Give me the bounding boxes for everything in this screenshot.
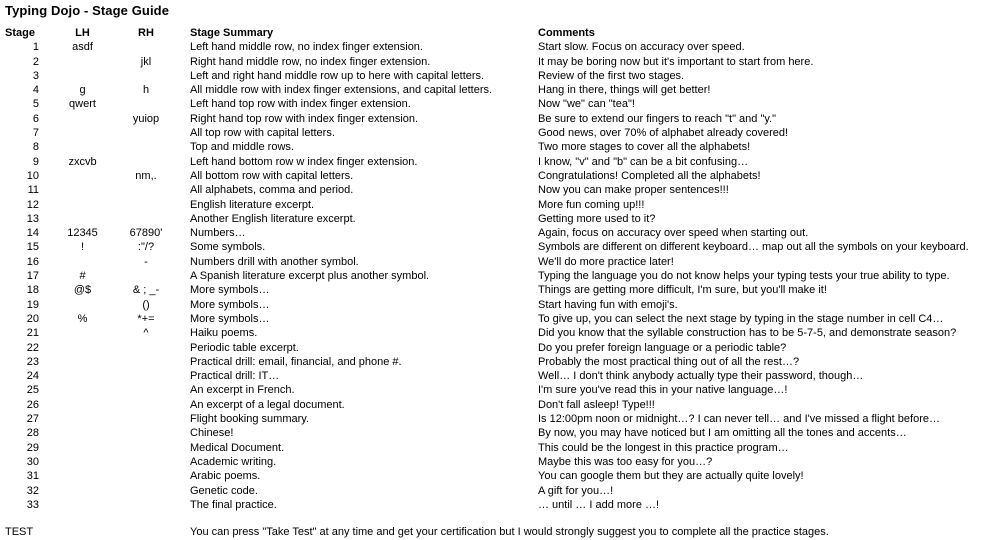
lh-cell: zxcvb <box>68 155 97 168</box>
stage-cell: 3 <box>32 69 39 82</box>
stage-cell: 14 <box>26 227 39 240</box>
comments-cell: Now you can make proper sentences!!! <box>538 184 729 197</box>
stage-cell: 17 <box>26 270 39 283</box>
test-row-label: TEST <box>5 526 34 539</box>
table-row <box>5 255 1000 269</box>
comments-cell: Maybe this was too easy for you…? <box>538 455 713 468</box>
stage-cell: 33 <box>26 498 39 511</box>
table-row <box>5 155 1000 169</box>
comments-cell: This could be the longest in this practice program… <box>538 441 789 454</box>
summary-cell: Left hand middle row, no index finger extension. <box>190 41 423 54</box>
comments-cell: We'll do more practice later! <box>538 255 674 268</box>
table-row <box>5 298 1000 312</box>
table-row <box>5 283 1000 297</box>
rh-cell: 67890' <box>129 227 163 240</box>
table-row <box>5 426 1000 440</box>
table-row <box>5 183 1000 197</box>
table-row <box>5 369 1000 383</box>
comments-cell: Typing the language you do not know helps your typing tests your true ability to type. <box>538 270 950 283</box>
comments-cell: Do you prefer foreign language or a periodic table? <box>538 341 787 354</box>
summary-cell: Genetic code. <box>190 484 258 497</box>
rh-cell: - <box>144 255 148 268</box>
comments-cell: Did you know that the syllable construction has to be 5-7-5, and demonstrate season? <box>538 327 957 340</box>
table-row <box>5 455 1000 469</box>
table-body <box>5 40 1000 512</box>
stage-cell: 11 <box>27 184 39 197</box>
summary-cell: Practical drill: IT… <box>190 370 280 383</box>
summary-cell: Some symbols. <box>190 241 266 254</box>
lh-cell: g <box>79 84 86 97</box>
comments-cell: Now "we" can "tea"! <box>538 98 635 111</box>
table-row <box>5 198 1000 212</box>
test-row-comment: You can press "Take Test" at any time and get your certification but I would strongly suggest you to complete all the practice stages. <box>190 526 829 539</box>
comments-cell: To give up, you can select the next stage by typing in the stage number in cell C4… <box>538 312 944 325</box>
table-row <box>5 97 1000 111</box>
table-row <box>5 212 1000 226</box>
stage-cell: 19 <box>26 298 39 311</box>
summary-cell: More symbols… <box>190 298 270 311</box>
comments-cell: Review of the first two stages. <box>538 69 685 82</box>
table-row <box>5 498 1000 512</box>
stage-cell: 15 <box>26 241 39 254</box>
summary-cell: All middle row with index finger extensions, and capital letters. <box>190 84 493 97</box>
rh-cell: jkl <box>140 55 152 68</box>
table-row <box>5 269 1000 283</box>
column-header-stage: Stage <box>5 27 35 39</box>
summary-cell: Left hand top row with index finger extension. <box>190 98 411 111</box>
table-row <box>5 398 1000 412</box>
rh-cell: *+= <box>137 312 155 325</box>
summary-cell: Periodic table excerpt. <box>190 341 299 354</box>
table-row <box>5 355 1000 369</box>
lh-cell: qwert <box>69 98 96 111</box>
stage-cell: 4 <box>32 84 39 97</box>
summary-cell: Haiku poems. <box>190 327 258 340</box>
summary-cell: A Spanish literature excerpt plus another symbol. <box>190 270 430 283</box>
table-header-row <box>5 26 1000 40</box>
stage-cell: 20 <box>26 312 39 325</box>
stage-cell: 29 <box>26 441 39 454</box>
summary-cell: Flight booking summary. <box>190 413 310 426</box>
stage-cell: 1 <box>32 41 39 54</box>
lh-cell: 12345 <box>67 227 98 240</box>
table-row <box>5 469 1000 483</box>
comments-cell: I know, "v" and "b" can be a bit confusing… <box>538 155 749 168</box>
summary-cell: Left hand bottom row w index finger extension. <box>190 155 418 168</box>
comments-cell: Be sure to extend our fingers to reach "t" and "y." <box>538 112 776 125</box>
stage-cell: 12 <box>26 198 39 211</box>
stage-cell: 27 <box>26 413 39 426</box>
comments-cell: Hang in there, things will get better! <box>538 84 711 97</box>
comments-cell: Symbols are different on different keyboard… map out all the symbols on your keyboard. <box>538 241 969 254</box>
rh-cell: h <box>142 84 150 97</box>
summary-cell: Another English literature excerpt. <box>190 212 356 225</box>
stage-cell: 18 <box>26 284 39 297</box>
summary-cell: Numbers… <box>190 227 246 240</box>
comments-cell: Again, focus on accuracy over speed when starting out. <box>538 227 809 240</box>
comments-cell: A gift for you…! <box>538 484 614 497</box>
comments-cell: Don't fall asleep! Type!!! <box>538 398 655 411</box>
table-row <box>5 83 1000 97</box>
table-row <box>5 484 1000 498</box>
summary-cell: Arabic poems. <box>190 470 261 483</box>
summary-cell: More symbols… <box>190 312 270 325</box>
column-header-rh: RH <box>138 27 154 39</box>
summary-cell: More symbols… <box>190 284 270 297</box>
summary-cell: Right hand middle row, no index finger extension. <box>190 55 431 68</box>
summary-cell: Numbers drill with another symbol. <box>190 255 359 268</box>
summary-cell: Practical drill: email, financial, and phone #. <box>190 355 402 368</box>
summary-cell: Medical Document. <box>190 441 285 454</box>
lh-cell: % <box>77 312 88 325</box>
stage-cell: 8 <box>32 141 39 154</box>
stage-cell: 16 <box>26 255 39 268</box>
summary-cell: Right hand top row with index finger extension. <box>190 112 419 125</box>
comments-cell: Probably the most practical thing out of all the rest…? <box>538 355 800 368</box>
stage-cell: 9 <box>32 155 39 168</box>
summary-cell: All top row with capital letters. <box>190 127 335 140</box>
comments-cell: Well… I don't think anybody actually type their password, though… <box>538 370 864 383</box>
stage-cell: 28 <box>26 427 39 440</box>
table-row <box>5 383 1000 397</box>
summary-cell: An excerpt of a legal document. <box>190 398 345 411</box>
table-row <box>5 326 1000 340</box>
stage-cell: 21 <box>26 327 39 340</box>
comments-cell: Start slow. Focus on accuracy over speed. <box>538 41 745 54</box>
rh-cell: nm,. <box>135 169 157 182</box>
summary-cell: Chinese! <box>190 427 234 440</box>
rh-cell: :"/? <box>137 241 155 254</box>
summary-cell: An excerpt in French. <box>190 384 295 397</box>
summary-cell: The final practice. <box>190 498 277 511</box>
comments-cell: … until … I add more …! <box>538 498 660 511</box>
table-row <box>5 69 1000 83</box>
stage-cell: 25 <box>26 384 39 397</box>
comments-cell: Good news, over 70% of alphabet already covered! <box>538 127 789 140</box>
summary-cell: Academic writing. <box>190 455 277 468</box>
stage-cell: 24 <box>26 370 39 383</box>
lh-cell: asdf <box>72 41 93 54</box>
stage-guide-table <box>5 26 1000 539</box>
table-row <box>5 169 1000 183</box>
summary-cell: English literature excerpt. <box>190 198 315 211</box>
comments-cell: It may be boring now but it's important to start from here. <box>538 55 814 68</box>
lh-cell: ! <box>80 241 85 254</box>
comments-cell: By now, you may have noticed but I am omitting all the tones and accents… <box>538 427 907 440</box>
stage-cell: 26 <box>26 398 39 411</box>
stage-cell: 32 <box>26 484 39 497</box>
table-row <box>5 312 1000 326</box>
summary-cell: Top and middle rows. <box>190 141 294 154</box>
comments-cell: I'm sure you've read this in your native language…! <box>538 384 788 397</box>
test-row <box>5 525 1000 539</box>
table-row <box>5 40 1000 54</box>
summary-cell: All alphabets, comma and period. <box>190 184 354 197</box>
rh-cell: () <box>142 298 150 311</box>
comments-cell: More fun coming up!!! <box>538 198 645 211</box>
stage-cell: 5 <box>32 98 39 111</box>
page-title: Typing Dojo - Stage Guide <box>5 3 170 18</box>
summary-cell: All bottom row with capital letters. <box>190 169 354 182</box>
table-row <box>5 112 1000 126</box>
stage-cell: 22 <box>26 341 39 354</box>
comments-cell: Things are getting more difficult, I'm sure, but you'll make it! <box>538 284 827 297</box>
table-row <box>5 412 1000 426</box>
stage-cell: 6 <box>32 112 39 125</box>
comments-cell: Is 12:00pm noon or midnight…? I can never tell… and I've missed a flight before… <box>538 413 940 426</box>
stage-cell: 7 <box>32 127 39 140</box>
rh-cell: yuiop <box>132 112 160 125</box>
table-row <box>5 226 1000 240</box>
stage-cell: 30 <box>26 455 39 468</box>
stage-cell: 10 <box>26 169 39 182</box>
comments-cell: Start having fun with emoji's. <box>538 298 678 311</box>
table-row <box>5 140 1000 154</box>
table-row <box>5 341 1000 355</box>
stage-cell: 13 <box>26 212 39 225</box>
comments-cell: You can google them but they are actually quite lovely! <box>538 470 804 483</box>
column-header-lh: LH <box>75 27 90 39</box>
table-row <box>5 240 1000 254</box>
column-header-comments: Comments <box>538 27 595 39</box>
table-row <box>5 441 1000 455</box>
rh-cell: ^ <box>143 327 149 340</box>
stage-cell: 31 <box>26 470 39 483</box>
stage-cell: 23 <box>26 355 39 368</box>
rh-cell: & ; _- <box>132 284 160 297</box>
comments-cell: Getting more used to it? <box>538 212 656 225</box>
lh-cell: @$ <box>73 284 92 297</box>
table-row <box>5 126 1000 140</box>
stage-cell: 2 <box>32 55 39 68</box>
lh-cell: # <box>79 270 86 283</box>
comments-cell: Congratulations! Completed all the alphabets! <box>538 169 761 182</box>
table-row <box>5 55 1000 69</box>
summary-cell: Left and right hand middle row up to here with capital letters. <box>190 69 485 82</box>
column-header-summary: Stage Summary <box>190 27 274 39</box>
comments-cell: Two more stages to cover all the alphabets! <box>538 141 751 154</box>
